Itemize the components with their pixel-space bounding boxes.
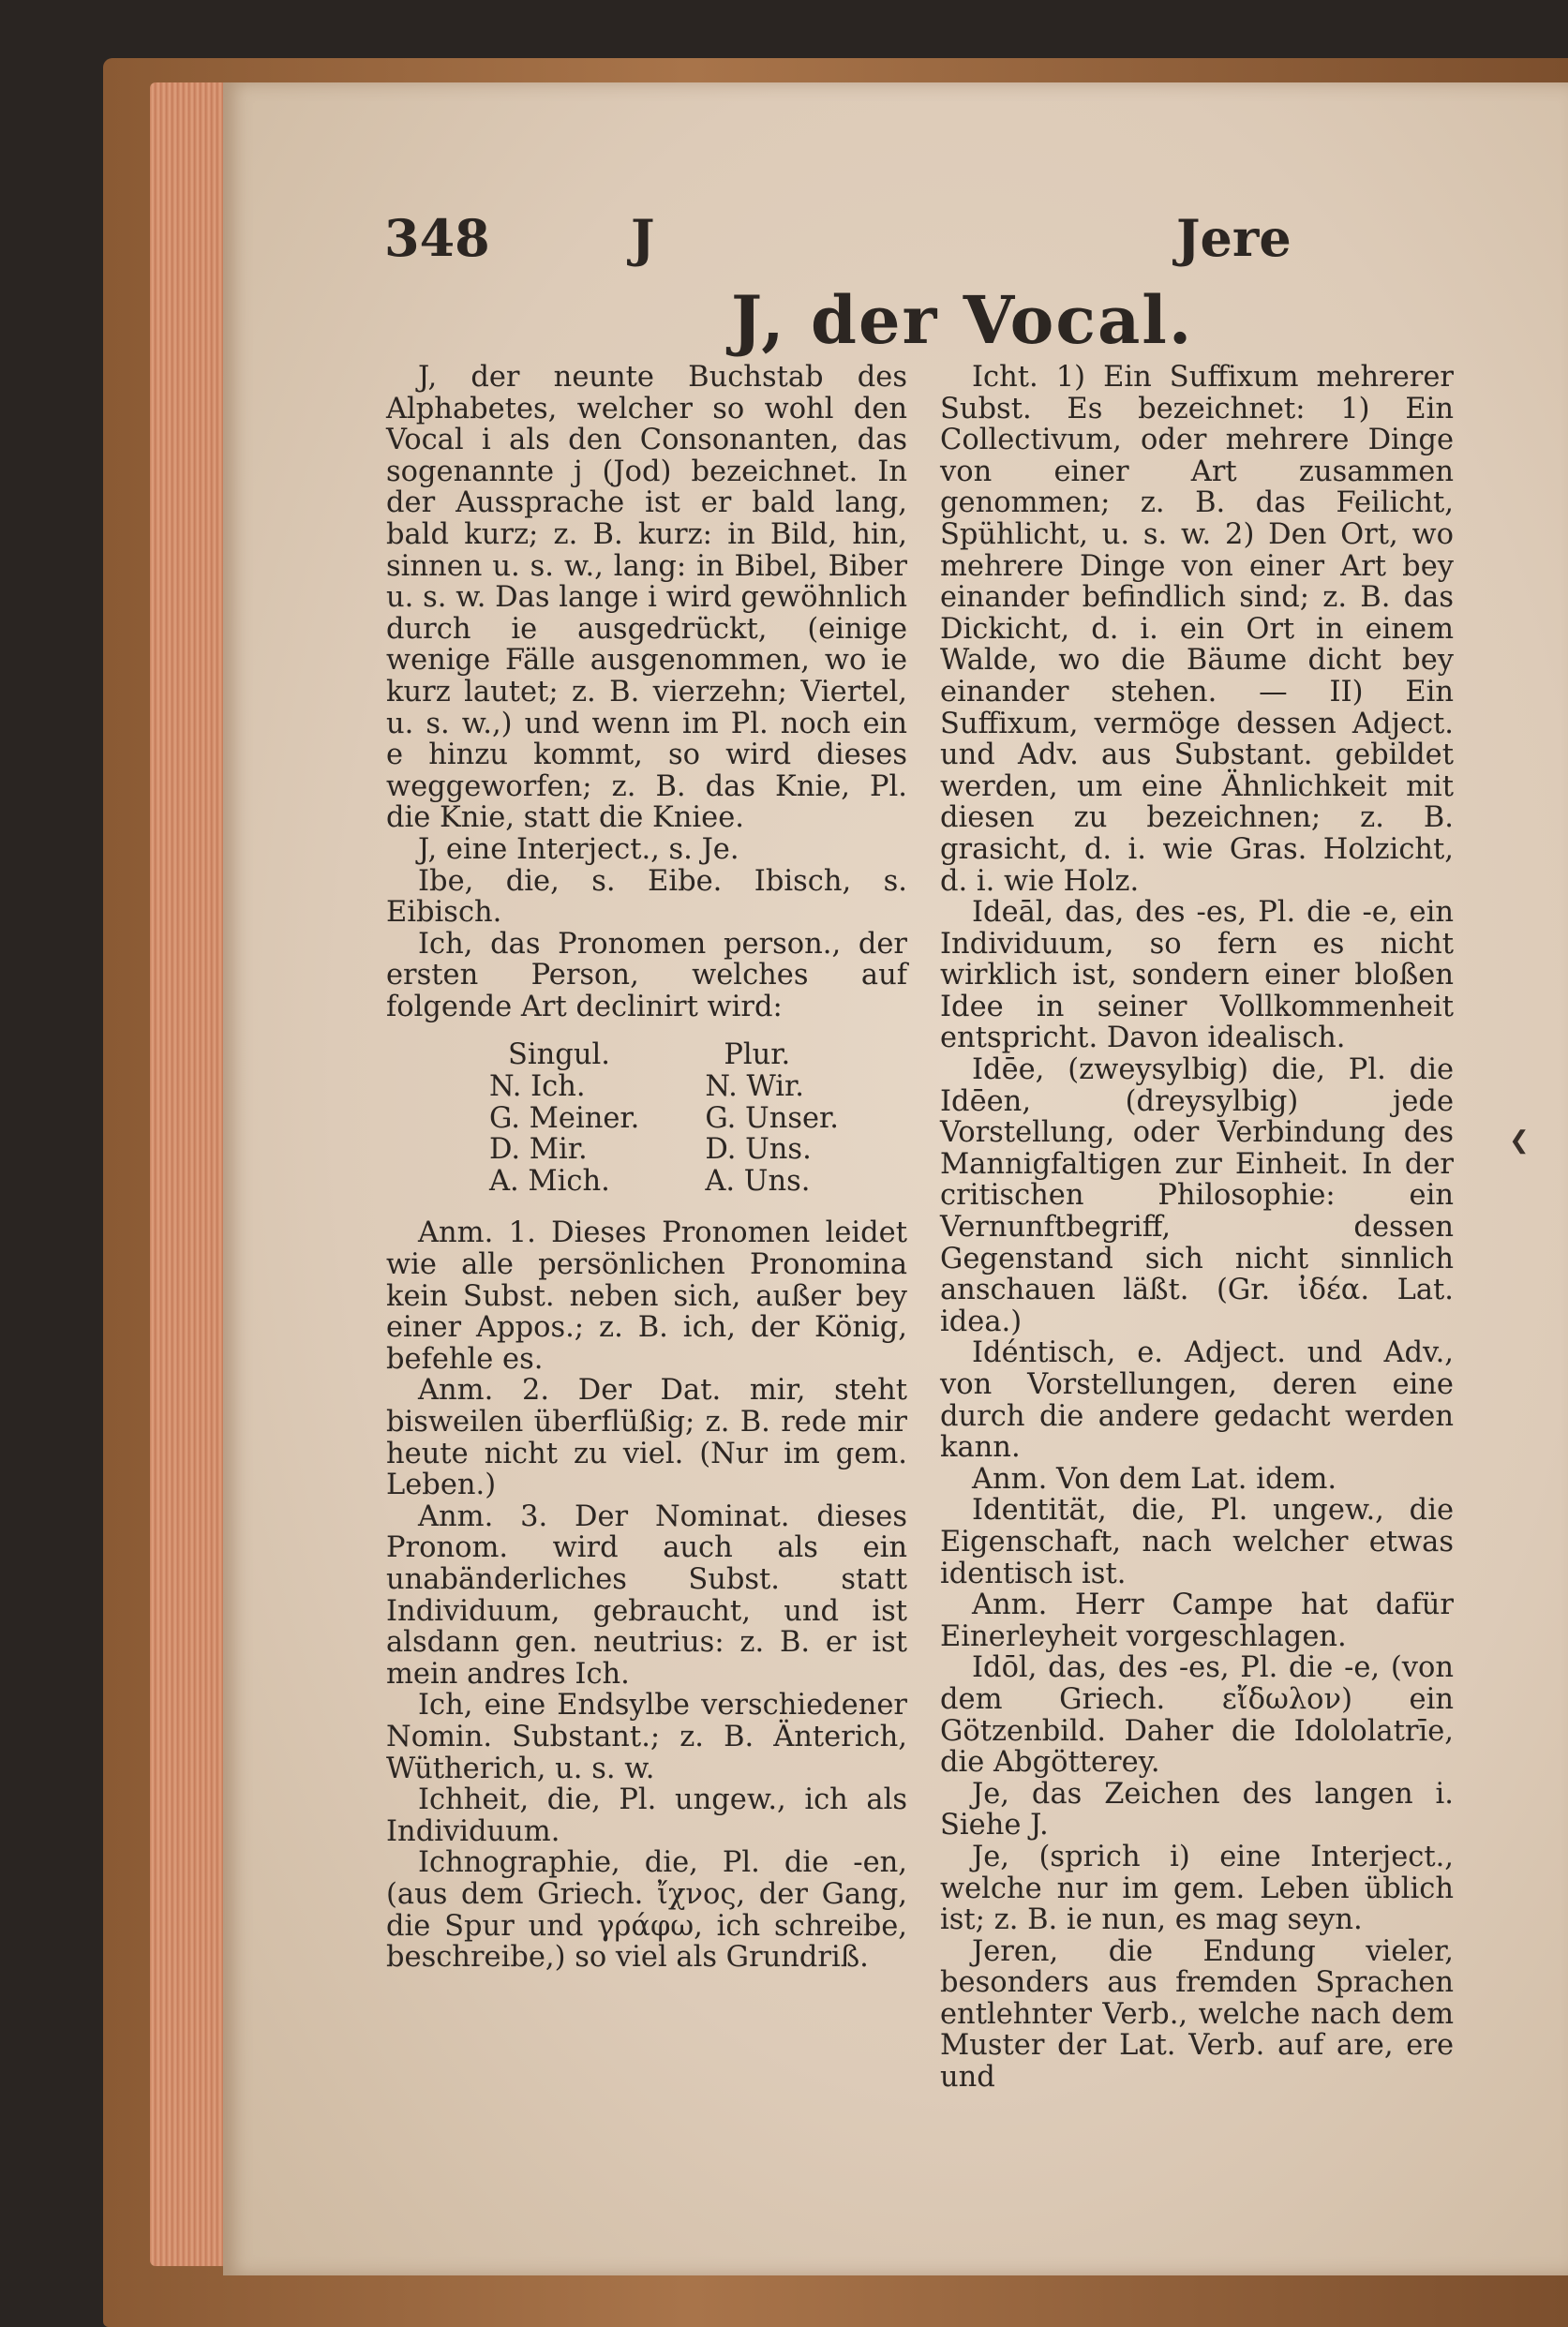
anmerkung-2: Anm. 2. Der Dat. mir, steht bisweilen überflüßig; z. B. rede mir heute nicht zu viel. (Nur im gem. Leben.) <box>386 1374 907 1502</box>
singular-cell: N. Ich. <box>489 1070 586 1104</box>
plural-header: Plur. <box>724 1038 791 1072</box>
declension-row <box>489 1071 904 1103</box>
page-edges <box>150 82 234 2266</box>
anmerkung-identisch: Anm. Von dem Lat. idem. <box>972 1462 1337 1496</box>
anmerkung-1: Anm. 1. Dieses Pronomen leidet wie alle persönlichen Pronomina kein Subst. neben sich, außer bey einer Appos.; z. B. ich, der König, befehle es. <box>386 1216 907 1376</box>
plural-cell: G. Unser. <box>705 1101 839 1135</box>
anmerkung-campe: Anm. Herr Campe hat dafür Einerleyheit vorgeschlagen. <box>940 1589 1454 1653</box>
declension-row <box>489 1103 904 1135</box>
entry-ichnographie: Ichnographie, die, Pl. die -en, (aus dem Griech. ἴχνος, der Gang, die Spur und γράφω, ich schreibe, beschreibe,) so viel als Grundriß. <box>386 1846 907 1975</box>
entry-identitaet: Identität, die, Pl. ungew., die Eigenschaft, nach welcher etwas identisch ist. <box>940 1494 1454 1590</box>
right-column <box>940 362 1454 2094</box>
plural-cell: A. Uns. <box>705 1164 811 1198</box>
section-title: J, der Vocal. <box>731 281 1194 359</box>
entry-j-intro: J, der neunte Buchstab des Alphabetes, welcher so wohl den Vocal i als den Consonanten, das sogenannte j (Jod) bezeichnet. In der Aussprache ist er bald lang, bald kurz; z. B. kurz: in Bild, hin, sinnen u. s. w., lang: in Bibel, Biber u. s. w. Das lange i wird gewöhnlich durch ie ausgedrückt, (einige wenige Fälle ausgenommen, wo ie kurz lautet; z. B. vierzehn; Viertel, u. s. w.,) und wenn im Pl. noch ein e hinzu kommt, so wird dieses weggeworfen; z. B. das Knie, Pl. die Knie, statt die Kniee. <box>386 361 907 835</box>
header-letter: J <box>631 208 655 268</box>
header-catchword: Jere <box>1176 208 1292 268</box>
entry-identisch: Idéntisch, e. Adject. und Adv., von Vorstellungen, deren eine durch die andere gedacht werden kann. <box>940 1336 1454 1465</box>
declension-row <box>489 1134 904 1166</box>
entry-je: Je, das Zeichen des langen i. Siehe J. <box>940 1777 1454 1842</box>
entry-ich: Ich, das Pronomen person., der ersten Person, welches auf folgende Art declinirt wird: <box>386 927 907 1023</box>
singular-cell: D. Mir. <box>489 1133 588 1167</box>
page-number: 348 <box>384 208 490 268</box>
singular-cell: G. Meiner. <box>489 1101 640 1135</box>
entry-idol: Idōl, das, des -es, Pl. die -e, (von dem Griech. εἴδωλον) ein Götzenbild. Daher die Idololatrīe, die Abgötterey. <box>940 1651 1454 1780</box>
declension-header-row <box>489 1039 904 1071</box>
entry-idee: Idēe, (zweysylbig) die, Pl. die Idēen, (dreysylbig) jede Vorstellung, oder Verbindung des Mannigfaltigen zur Einheit. In der critischen Philosophie: ein Vernunftbegriff, dessen Gegenstand sich nicht sinnlich anschauen läßt. (Gr. ἰδέα. Lat. idea.) <box>940 1053 1454 1338</box>
singular-header: Singul. <box>508 1038 610 1072</box>
left-column <box>386 362 907 1974</box>
entry-ichheit: Ichheit, die, Pl. ungew., ich als Individuum. <box>386 1783 907 1848</box>
plural-cell: D. Uns. <box>705 1133 812 1167</box>
entry-j-interject: J, eine Interject., s. Je. <box>418 832 739 866</box>
entry-ibe: Ibe, die, s. Eibe. Ibisch, s. Eibisch. <box>386 864 907 930</box>
plural-cell: N. Wir. <box>705 1070 804 1104</box>
margin-mark: ❮ <box>1509 1126 1530 1155</box>
entry-ideal: Ideāl, das, des -es, Pl. die -e, ein Individuum, so fern es nicht wirklich ist, sondern einer bloßen Idee in seiner Vollkommenheit entspricht. Davon idealisch. <box>940 896 1454 1055</box>
anmerkung-3: Anm. 3. Der Nominat. dieses Pronom. wird auch als ein unabänderliches Subst. statt Individuum, gebraucht, und ist alsdann gen. neutrius: z. B. er ist mein andres Ich. <box>386 1499 907 1691</box>
entry-je-interject: Je, (sprich i) eine Interject., welche nur im gem. Leben üblich ist; z. B. ie nun, es mag seyn. <box>940 1840 1454 1937</box>
entry-ich-suffix: Ich, eine Endsylbe verschiedener Nomin. Substant.; z. B. Änterich, Wütherich, u. s. w. <box>386 1689 907 1785</box>
entry-icht: Icht. 1) Ein Suffixum mehrerer Subst. Es bezeichnet: 1) Ein Collectivum, oder mehrere Dinge von einer Art zusammen genommen; z. B. das Feilicht, Spühlicht, u. s. w. 2) Den Ort, wo mehrere Dinge von einer Art bey einander befindlich sind; z. B. das Dickicht, d. i. ein Ort in einem Walde, wo die Bäume dicht bey einander stehen. — II) Ein Suffixum, vermöge dessen Adject. und Adv. aus Substant. gebildet werden, um eine Ähnlichkeit mit diesen zu bezeichnen; z. B. grasicht, d. i. wie Gras. Holzicht, d. i. wie Holz. <box>940 361 1454 898</box>
singular-cell: A. Mich. <box>489 1164 610 1198</box>
entry-jeren: Jeren, die Endung vieler, besonders aus fremden Sprachen entlehnter Verb., welche nach dem Muster der Lat. Verb. auf are, ere und <box>940 1934 1454 2095</box>
declension-row <box>489 1166 904 1198</box>
declension-table <box>489 1039 904 1197</box>
